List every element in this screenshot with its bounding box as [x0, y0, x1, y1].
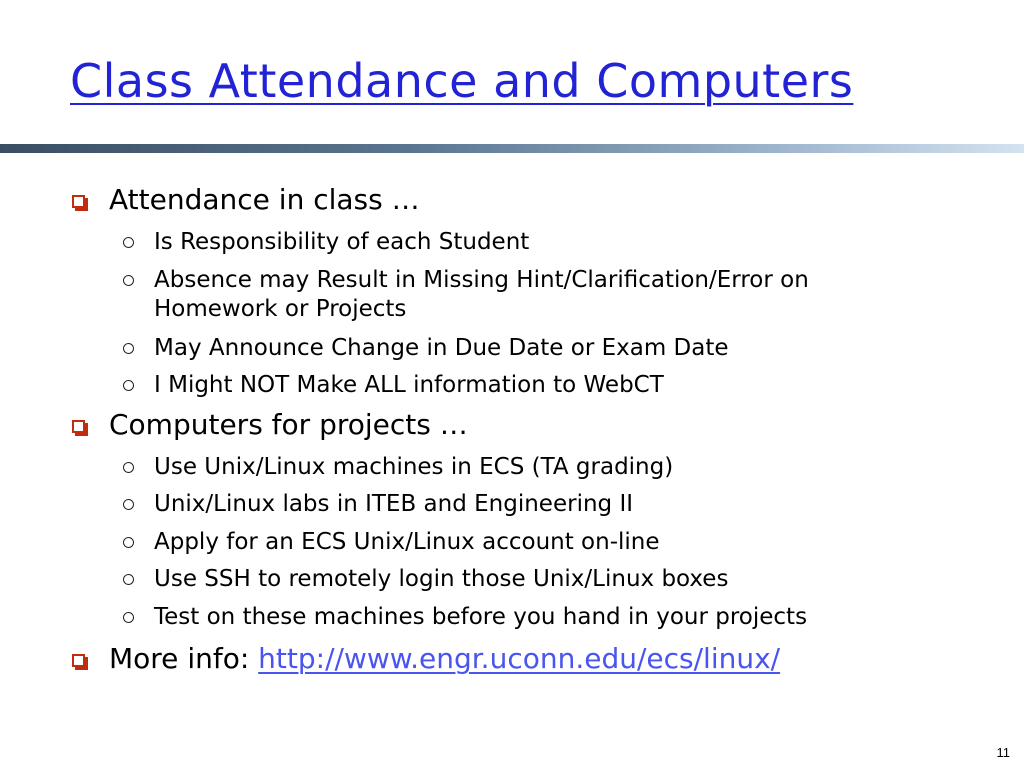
- list-item-text: May Announce Change in Due Date or Exam Date: [154, 335, 729, 361]
- circle-bullet-icon: [123, 380, 134, 391]
- circle-bullet-icon: [123, 574, 134, 585]
- list-item-text: Is Responsibility of each Student: [154, 229, 530, 255]
- more-info-label: More info:: [109, 642, 250, 675]
- square-bullet-icon: [72, 654, 85, 667]
- list-item-text: Absence may Result in Missing Hint/Clarification/Error on: [154, 267, 809, 293]
- list-item-text: Test on these machines before you hand in your projects: [154, 604, 808, 630]
- list-item-text: I Might NOT Make ALL information to WebCT: [154, 372, 664, 398]
- list-item-text: Homework or Projects: [154, 296, 407, 322]
- square-bullet-icon: [72, 420, 85, 433]
- circle-bullet-icon: [123, 499, 134, 510]
- square-bullet-icon: [72, 195, 85, 208]
- list-item-text: Apply for an ECS Unix/Linux account on-line: [154, 529, 660, 555]
- bullet-attendance-label: Attendance in class …: [109, 183, 420, 216]
- bullet-computers-label: Computers for projects …: [109, 408, 468, 441]
- slide-title: Class Attendance and Computers: [70, 54, 854, 108]
- circle-bullet-icon: [123, 462, 134, 473]
- linux-info-link[interactable]: http://www.engr.uconn.edu/ecs/linux/: [258, 642, 781, 675]
- circle-bullet-icon: [123, 343, 134, 354]
- circle-bullet-icon: [123, 275, 134, 286]
- circle-bullet-icon: [123, 237, 134, 248]
- circle-bullet-icon: [123, 612, 134, 623]
- bullet-more-info-line: [109, 643, 780, 675]
- list-item-text: Unix/Linux labs in ITEB and Engineering II: [154, 491, 634, 517]
- list-item-text: Use SSH to remotely login those Unix/Linux boxes: [154, 566, 729, 592]
- list-item-text: Use Unix/Linux machines in ECS (TA grading): [154, 454, 674, 480]
- page-number: 11: [996, 745, 1010, 760]
- circle-bullet-icon: [123, 537, 134, 548]
